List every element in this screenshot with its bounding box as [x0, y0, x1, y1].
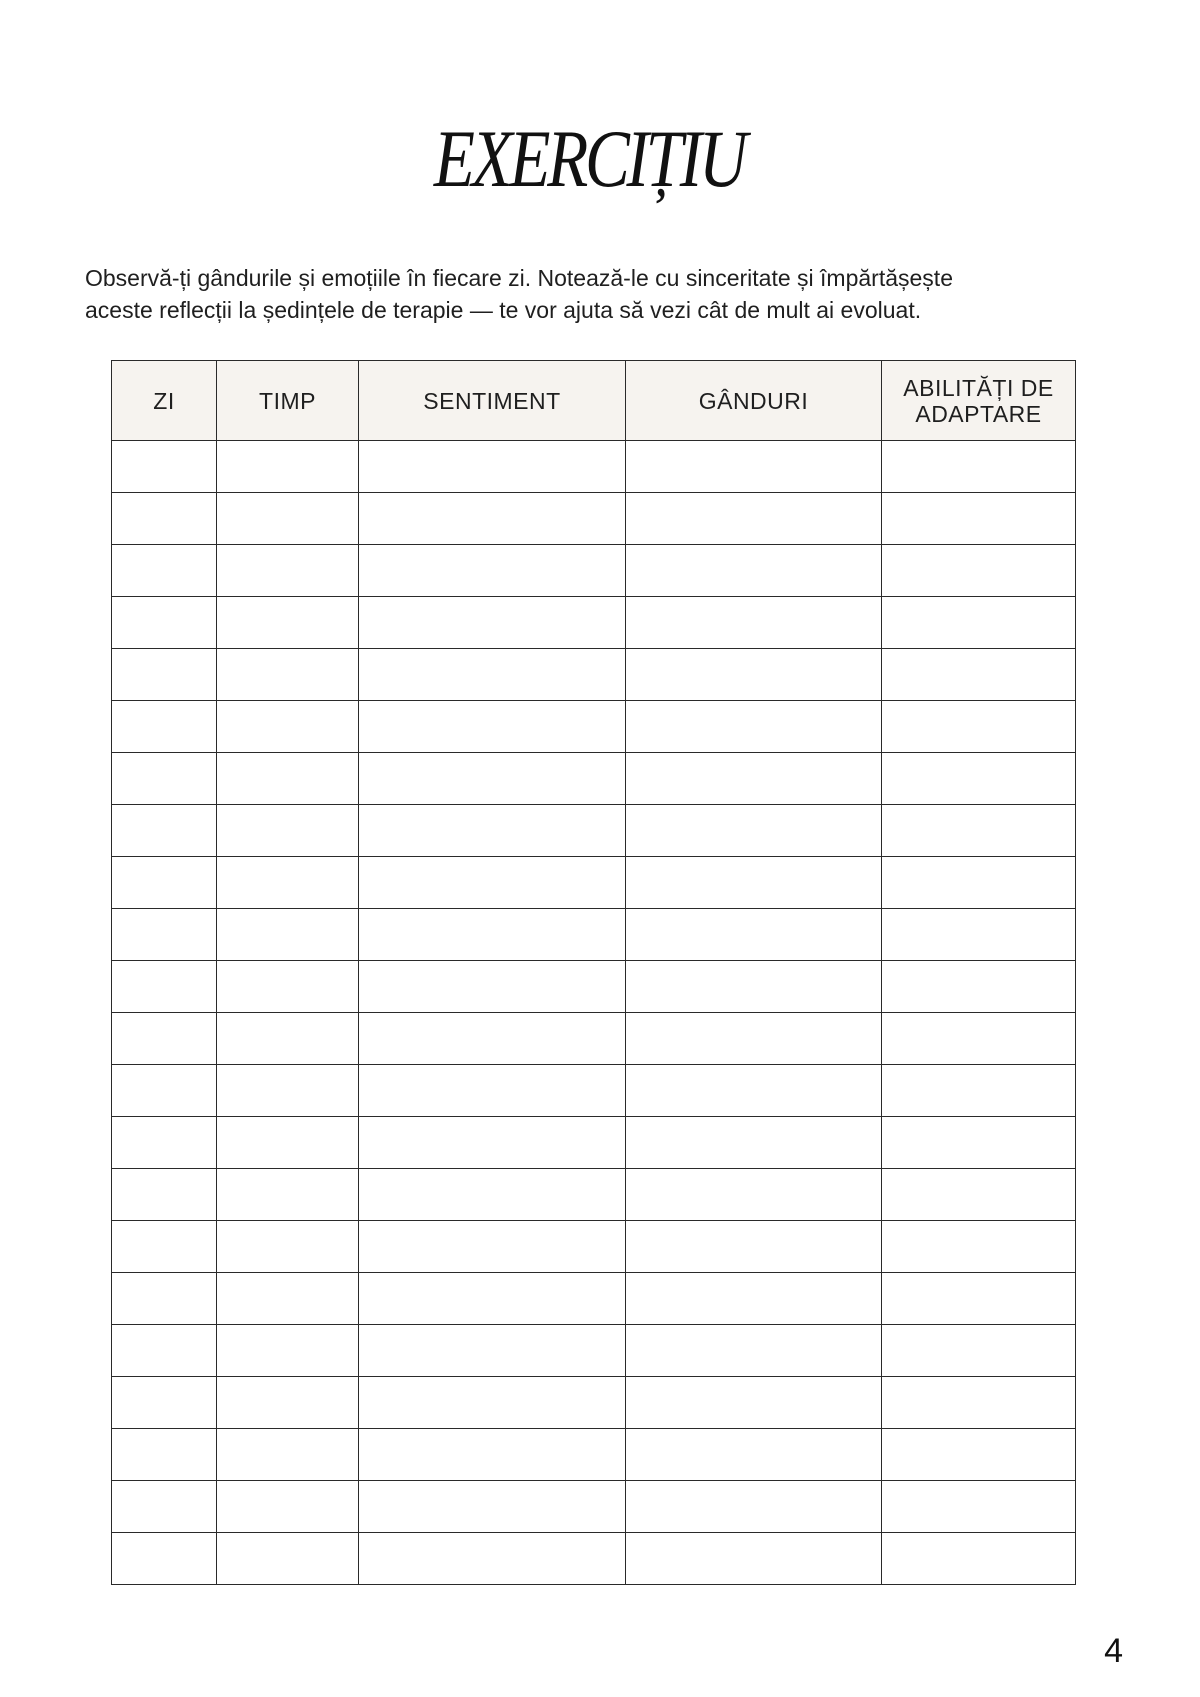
cell-ganduri[interactable] [626, 1481, 882, 1533]
cell-timp[interactable] [217, 1013, 359, 1065]
header-abilitati-line-2: ADAPTARE [915, 400, 1042, 427]
cell-ganduri[interactable] [626, 545, 882, 597]
cell-timp[interactable] [217, 1065, 359, 1117]
cell-ganduri[interactable] [626, 909, 882, 961]
cell-zi[interactable] [112, 1377, 217, 1429]
cell-timp[interactable] [217, 597, 359, 649]
cell-timp[interactable] [217, 961, 359, 1013]
cell-zi[interactable] [112, 1429, 217, 1481]
cell-timp[interactable] [217, 753, 359, 805]
cell-zi[interactable] [112, 961, 217, 1013]
cell-abilitati[interactable] [882, 1481, 1076, 1533]
cell-sentiment[interactable] [359, 1221, 626, 1273]
cell-zi[interactable] [112, 597, 217, 649]
header-sentiment: SENTIMENT [359, 361, 626, 441]
cell-sentiment[interactable] [359, 1117, 626, 1169]
page-number: 4 [1104, 1632, 1123, 1670]
cell-abilitati[interactable] [882, 545, 1076, 597]
cell-sentiment[interactable] [359, 545, 626, 597]
cell-ganduri[interactable] [626, 1221, 882, 1273]
header-ganduri: GÂNDURI [626, 361, 882, 441]
cell-sentiment[interactable] [359, 753, 626, 805]
cell-abilitati[interactable] [882, 597, 1076, 649]
cell-zi[interactable] [112, 805, 217, 857]
cell-ganduri[interactable] [626, 1429, 882, 1481]
cell-timp[interactable] [217, 805, 359, 857]
table-body [112, 441, 1076, 1585]
table-row [112, 1533, 1076, 1585]
table-header-row [112, 361, 1076, 441]
cell-zi[interactable] [112, 701, 217, 753]
cell-sentiment[interactable] [359, 701, 626, 753]
cell-sentiment[interactable] [359, 493, 626, 545]
cell-zi[interactable] [112, 1117, 217, 1169]
cell-timp[interactable] [217, 441, 359, 493]
cell-abilitati[interactable] [882, 1273, 1076, 1325]
cell-zi[interactable] [112, 1273, 217, 1325]
cell-sentiment[interactable] [359, 597, 626, 649]
cell-abilitati[interactable] [882, 441, 1076, 493]
cell-abilitati[interactable] [882, 649, 1076, 701]
cell-ganduri[interactable] [626, 701, 882, 753]
cell-timp[interactable] [217, 1481, 359, 1533]
cell-abilitati[interactable] [882, 1117, 1076, 1169]
cell-ganduri[interactable] [626, 597, 882, 649]
cell-sentiment[interactable] [359, 1377, 626, 1429]
cell-ganduri[interactable] [626, 1533, 882, 1585]
cell-timp[interactable] [217, 909, 359, 961]
table-row [112, 649, 1076, 701]
cell-zi[interactable] [112, 1533, 217, 1585]
cell-ganduri[interactable] [626, 1169, 882, 1221]
table-row [112, 857, 1076, 909]
cell-abilitati[interactable] [882, 1429, 1076, 1481]
intro-text [85, 262, 1145, 326]
cell-abilitati[interactable] [882, 1533, 1076, 1585]
cell-zi[interactable] [112, 1013, 217, 1065]
header-zi: ZI [112, 361, 217, 441]
cell-zi[interactable] [112, 649, 217, 701]
cell-timp[interactable] [217, 1273, 359, 1325]
cell-sentiment[interactable] [359, 857, 626, 909]
intro-line-1: Observă-ți gândurile și emoțiile în fiecare zi. Notează-le cu sinceritate și împărtășește [85, 265, 953, 291]
table-row [112, 753, 1076, 805]
intro-line-2: aceste reflecții la ședințele de terapie — te vor ajuta să vezi cât de mult ai evoluat. [85, 297, 922, 323]
cell-zi[interactable] [112, 1169, 217, 1221]
table-row [112, 1377, 1076, 1429]
cell-zi[interactable] [112, 545, 217, 597]
table-row [112, 1117, 1076, 1169]
table-row [112, 1273, 1076, 1325]
cell-timp[interactable] [217, 1377, 359, 1429]
cell-sentiment[interactable] [359, 1325, 626, 1377]
table-row [112, 493, 1076, 545]
cell-abilitati[interactable] [882, 1169, 1076, 1221]
cell-timp[interactable] [217, 1221, 359, 1273]
cell-ganduri[interactable] [626, 1325, 882, 1377]
cell-abilitati[interactable] [882, 493, 1076, 545]
cell-abilitati[interactable] [882, 1377, 1076, 1429]
cell-abilitati[interactable] [882, 857, 1076, 909]
cell-sentiment[interactable] [359, 1013, 626, 1065]
table-row [112, 441, 1076, 493]
cell-sentiment[interactable] [359, 1429, 626, 1481]
cell-zi[interactable] [112, 441, 217, 493]
table-row [112, 701, 1076, 753]
cell-abilitati[interactable] [882, 961, 1076, 1013]
cell-timp[interactable] [217, 701, 359, 753]
header-abilitati-de-adaptare [882, 361, 1076, 441]
cell-abilitati[interactable] [882, 1065, 1076, 1117]
cell-timp[interactable] [217, 857, 359, 909]
cell-zi[interactable] [112, 1221, 217, 1273]
table-row [112, 1325, 1076, 1377]
cell-timp[interactable] [217, 493, 359, 545]
cell-ganduri[interactable] [626, 1117, 882, 1169]
cell-sentiment[interactable] [359, 1169, 626, 1221]
table-row [112, 1065, 1076, 1117]
cell-zi[interactable] [112, 1325, 217, 1377]
cell-ganduri[interactable] [626, 441, 882, 493]
cell-timp[interactable] [217, 1117, 359, 1169]
header-abilitati-line-1: ABILITĂȚI DE [903, 374, 1054, 401]
cell-sentiment[interactable] [359, 909, 626, 961]
table-row [112, 805, 1076, 857]
cell-ganduri[interactable] [626, 1065, 882, 1117]
page-title: EXERCIȚIU [433, 113, 745, 204]
table-row [112, 597, 1076, 649]
cell-ganduri[interactable] [626, 753, 882, 805]
cell-ganduri[interactable] [626, 857, 882, 909]
cell-sentiment[interactable] [359, 1065, 626, 1117]
cell-abilitati[interactable] [882, 753, 1076, 805]
cell-zi[interactable] [112, 753, 217, 805]
cell-timp[interactable] [217, 1169, 359, 1221]
cell-zi[interactable] [112, 1481, 217, 1533]
cell-ganduri[interactable] [626, 1013, 882, 1065]
cell-sentiment[interactable] [359, 805, 626, 857]
cell-abilitati[interactable] [882, 1221, 1076, 1273]
cell-zi[interactable] [112, 909, 217, 961]
cell-zi[interactable] [112, 1065, 217, 1117]
cell-sentiment[interactable] [359, 1273, 626, 1325]
cell-ganduri[interactable] [626, 1377, 882, 1429]
cell-timp[interactable] [217, 1429, 359, 1481]
table-row [112, 1169, 1076, 1221]
table-row [112, 961, 1076, 1013]
cell-sentiment[interactable] [359, 961, 626, 1013]
header-timp: TIMP [217, 361, 359, 441]
cell-timp[interactable] [217, 1533, 359, 1585]
cell-ganduri[interactable] [626, 961, 882, 1013]
table-row [112, 1221, 1076, 1273]
cell-ganduri[interactable] [626, 493, 882, 545]
emotion-log-table [111, 360, 1076, 1585]
cell-abilitati[interactable] [882, 1325, 1076, 1377]
cell-zi[interactable] [112, 493, 217, 545]
cell-zi[interactable] [112, 857, 217, 909]
table-row [112, 545, 1076, 597]
cell-sentiment[interactable] [359, 1481, 626, 1533]
cell-sentiment[interactable] [359, 1533, 626, 1585]
table-row [112, 1481, 1076, 1533]
table-row [112, 1429, 1076, 1481]
cell-abilitati[interactable] [882, 909, 1076, 961]
table-row [112, 1013, 1076, 1065]
cell-ganduri[interactable] [626, 649, 882, 701]
table-row [112, 909, 1076, 961]
cell-timp[interactable] [217, 1325, 359, 1377]
cell-sentiment[interactable] [359, 441, 626, 493]
cell-ganduri[interactable] [626, 1273, 882, 1325]
cell-abilitati[interactable] [882, 1013, 1076, 1065]
cell-abilitati[interactable] [882, 701, 1076, 753]
cell-ganduri[interactable] [626, 805, 882, 857]
cell-timp[interactable] [217, 649, 359, 701]
cell-sentiment[interactable] [359, 649, 626, 701]
cell-timp[interactable] [217, 545, 359, 597]
cell-abilitati[interactable] [882, 805, 1076, 857]
